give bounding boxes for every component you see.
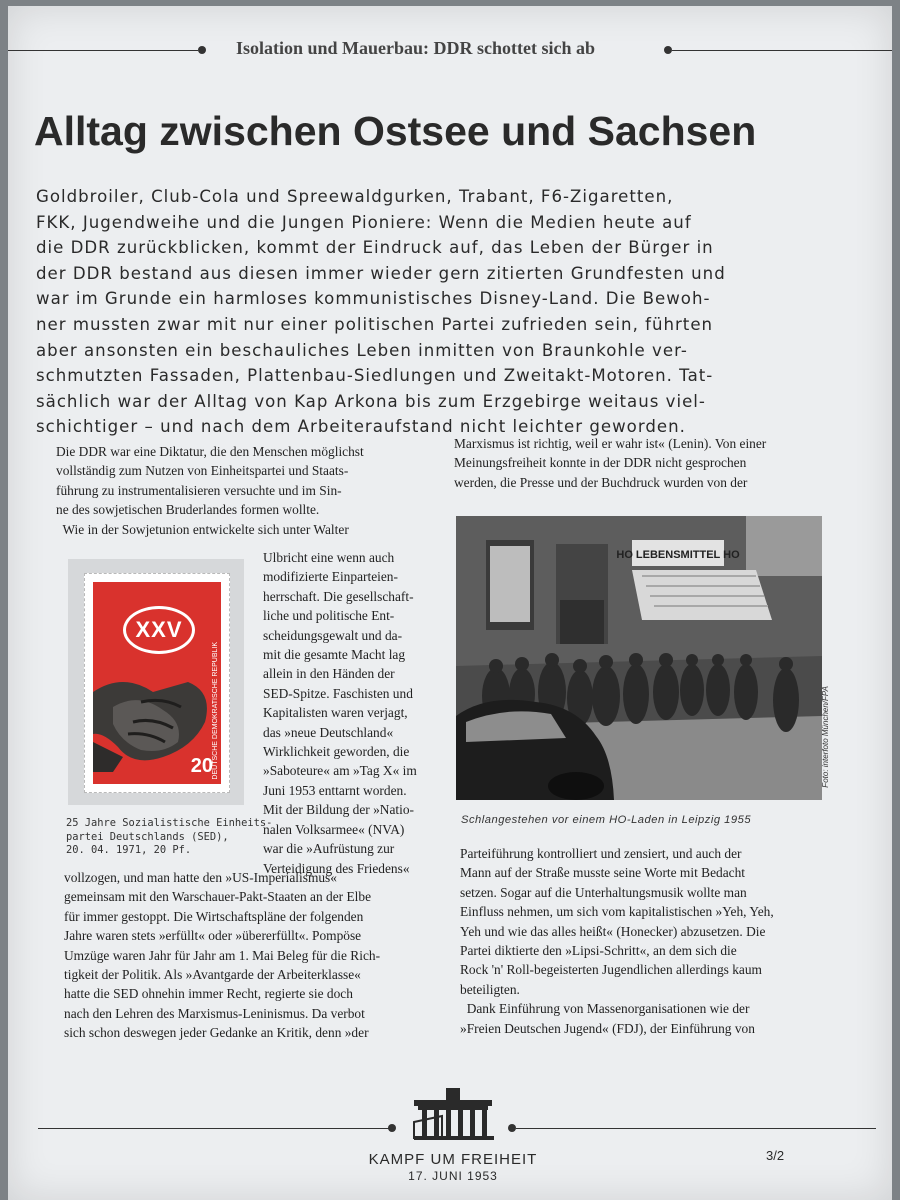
body-line: herrschaft. Die gesellschaft- (263, 588, 414, 604)
header-dot-right (664, 46, 672, 54)
footer-dot-left (388, 1124, 396, 1132)
body-line: allein in den Händen der (263, 666, 395, 682)
body-line: vollständig zum Nutzen von Einheitspartei und Staats- (56, 463, 349, 479)
lead-line: die DDR zurückblicken, kommt der Eindruck auf, das Leben der Bürger in (36, 238, 714, 258)
body-line: war die »Aufrüstung zur (263, 841, 395, 857)
lead-line: FKK, Jugendweihe und die Jungen Pioniere: Wenn die Medien heute auf (36, 212, 692, 232)
lead-line: schmutzten Fassaden, Plattenbau-Siedlungen und Zweitakt-Motoren. Tat- (36, 366, 714, 386)
body-line: tigkeit der Politik. Als »Avantgarde der Arbeiterklasse« (64, 967, 361, 983)
photo-caption: Schlangestehen vor einem HO-Laden in Leipzig 1955 (461, 814, 752, 826)
body-line: Mann auf der Straße musste seine Worte mit Bedacht (460, 865, 746, 881)
body-line: werden, die Presse und der Buchdruck wurden von der (454, 474, 748, 490)
body-line: hatte die SED ohnehin immer Recht, regierte sie doch (64, 986, 353, 1002)
body-line: mit die gesamte Macht lag (263, 647, 406, 663)
brandenburg-gate-logo (412, 1086, 496, 1142)
body-line: Verteidigung des Friedens« (263, 860, 410, 876)
body-line: nach den Lehren des Marxismus-Leninismus. Da verbot (64, 1005, 365, 1021)
body-line: Rock 'n' Roll-begeisterten Jugendlichen allerdings kaum (460, 962, 762, 978)
section-title: Isolation und Mauerbau: DDR schottet sich ab (236, 38, 596, 58)
body-line: für immer gestoppt. Die Wirtschaftspläne der folgenden (64, 908, 364, 924)
caption-line: 25 Jahre Sozialistische Einheits- (66, 817, 273, 829)
body-line: beteiligten. (460, 981, 520, 997)
stamp-image (93, 582, 221, 784)
body-line: Kapitalisten waren verjagt, (263, 705, 408, 721)
photo-credit: Foto: interfoto München/FPA (821, 686, 830, 788)
body-line: ne des sowjetischen Bruderlandes formen wollte. (56, 502, 320, 518)
caption-line: partei Deutschlands (SED), (66, 830, 229, 843)
brand-date: 17. JUNI 1953 (408, 1169, 498, 1183)
stamp-emblem: XXV (123, 606, 195, 654)
stamp-country-text: DEUTSCHE DEMOKRATISCHE REPUBLIK (212, 642, 219, 780)
header-rule-right (672, 50, 892, 51)
header-dot-left (198, 46, 206, 54)
page-footer (8, 1084, 892, 1194)
body-line: Juni 1953 enttarnt worden. (263, 782, 407, 798)
right-column-bottom (460, 844, 840, 1038)
body-line: Mit der Bildung der »Natio- (263, 802, 414, 818)
left-column-beside-stamp (263, 548, 453, 878)
footer-rule-left (38, 1128, 390, 1129)
body-line: Umzüge waren Jahr für Jahr am 1. Mai Beleg für die Rich- (64, 947, 381, 963)
stamp-mount (68, 559, 244, 805)
body-line: Wirklichkeit geworden, die (263, 744, 410, 760)
body-line: liche und politische Ent- (263, 608, 395, 624)
lead-line: aber ansonsten ein beschauliches Leben inmitten von Braunkohle ver- (36, 340, 688, 360)
lead-paragraph (36, 184, 866, 440)
footer-dot-right (508, 1124, 516, 1132)
body-line: Einfluss nehmen, um sich vom kapitalistischen »Yeh, Yeh, (460, 904, 774, 920)
body-line: gemeinsam mit den Warschauer-Pakt-Staaten an der Elbe (64, 889, 372, 905)
article-title: Alltag zwischen Ostsee und Sachsen (34, 108, 757, 154)
body-line: Parteiführung kontrolliert und zensiert, und auch der (460, 846, 742, 861)
stamp-caption (66, 817, 273, 858)
lead-line: schichtiger – und nach dem Arbeiteraufstand nicht leichter geworden. (36, 417, 686, 437)
header-rule-left (8, 50, 198, 51)
body-line: Jahre waren stets »erfüllt« oder »übererfüllt«. Pompöse (64, 928, 362, 944)
queue-photo-image (456, 516, 822, 800)
shop-sign: HO LEBENSMITTEL HO (616, 549, 740, 561)
body-line: führung zu instrumentalisieren versuchte und im Sin- (56, 482, 342, 498)
album-page (8, 6, 892, 1200)
left-column-bottom (64, 868, 454, 1043)
body-line: vollzogen, und man hatte den »US-Imperialismus« (64, 870, 337, 885)
body-line: Partei diktierte den »Lipsi-Schritt«, an dem sich die (460, 943, 737, 959)
body-line: Meinungsfreiheit konnte in der DDR nicht gesprochen (454, 455, 747, 471)
body-line: das »neue Deutschland« (263, 724, 394, 740)
lead-line: war im Grunde ein harmloses kommunistisches Disney-Land. Die Bewoh- (36, 289, 711, 309)
body-line: modifizierte Einparteien- (263, 569, 398, 585)
lead-line: Goldbroiler, Club-Cola und Spreewaldgurken, Trabant, F6-Zigaretten, (36, 187, 674, 206)
lead-line: ner mussten zwar mit nur einer politischen Partei zufrieden sein, führten (36, 314, 714, 334)
historic-photo (456, 516, 822, 800)
caption-line: 20. 04. 1971, 20 Pf. (66, 844, 192, 857)
lead-line: sächlich war der Alltag von Kap Arkona bis zum Erzgebirge weitaus viel- (36, 391, 706, 411)
body-line: »Saboteure« am »Tag X« im (263, 763, 417, 779)
lead-line: der DDR bestand aus diesen immer wieder gern zitierten Grundfesten und (36, 263, 726, 283)
body-line: nalen Volksarmee« (NVA) (263, 821, 405, 837)
body-line: Marxismus ist richtig, weil er wahr ist« (Lenin). Von einer (454, 436, 767, 451)
body-line: SED-Spitze. Faschisten und (263, 685, 413, 701)
body-line: sich schon deswegen jeder Gedanke an Kritik, denn »der (64, 1025, 369, 1041)
stamp-value: 20 (190, 755, 213, 777)
brand-name: KAMPF UM FREIHEIT (368, 1151, 538, 1168)
section-header (8, 36, 892, 66)
body-line: »Freien Deutschen Jugend« (FDJ), der Einführung von (460, 1020, 755, 1036)
left-column-top (56, 442, 446, 539)
right-column-top (454, 434, 834, 492)
footer-rule-right (516, 1128, 876, 1129)
body-line: Yeh und wie das alles heißt« (Honecker) abzusetzen. Die (460, 923, 766, 939)
body-line: setzen. Sogar auf die Unterhaltungsmusik wollte man (460, 884, 747, 900)
page-number: 3/2 (766, 1148, 785, 1163)
postage-stamp (84, 573, 230, 793)
body-line: Dank Einführung von Massenorganisationen wie der (460, 1001, 750, 1017)
body-line: scheidungsgewalt und da- (263, 627, 403, 643)
body-line: Die DDR war eine Diktatur, die den Menschen möglichst (56, 444, 364, 459)
body-line: Ulbricht eine wenn auch (263, 550, 395, 565)
body-line: Wie in der Sowjetunion entwickelte sich unter Walter (56, 521, 349, 537)
